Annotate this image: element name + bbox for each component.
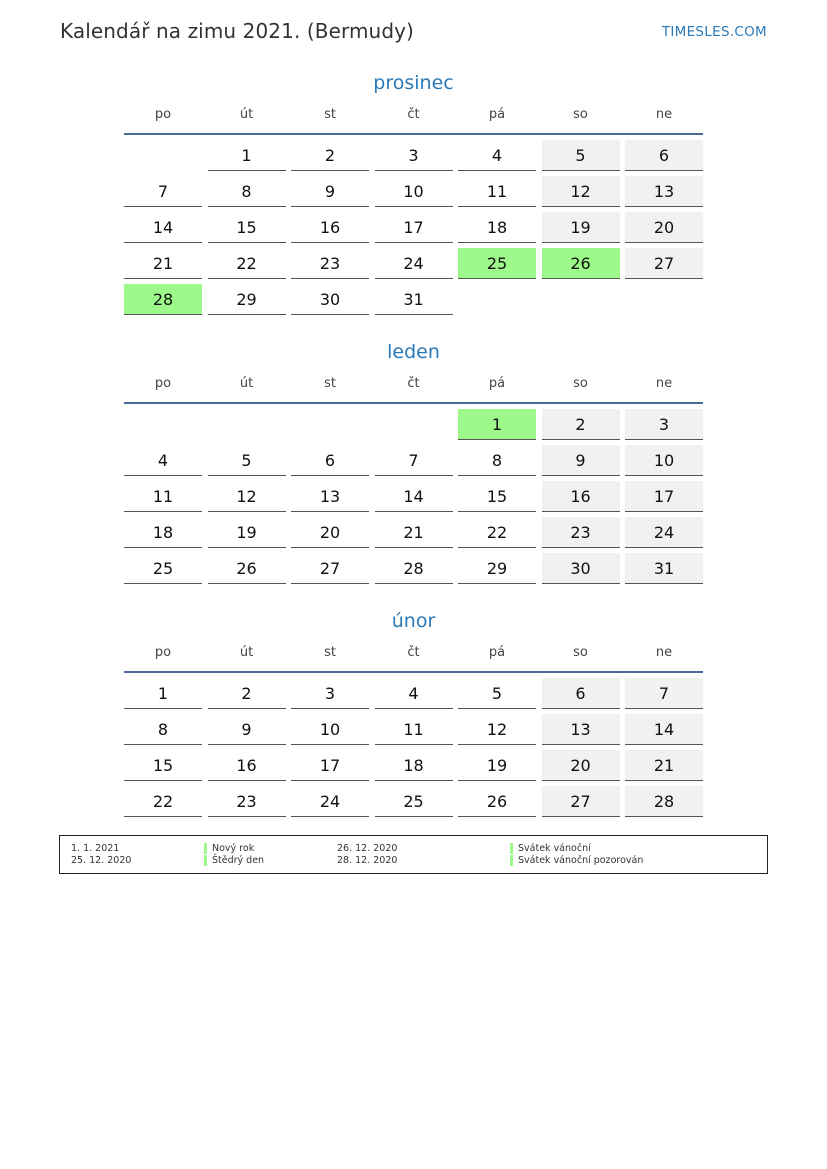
- weekend-day-cell: 20: [625, 212, 703, 243]
- holiday-legend: [59, 835, 768, 874]
- day-cell: 4: [458, 140, 536, 171]
- day-cell: 22: [208, 248, 286, 279]
- day-cell: 16: [291, 212, 369, 243]
- legend-holiday-name: Nový rok: [204, 843, 254, 854]
- weekend-day-cell: 16: [542, 481, 620, 512]
- empty-day-cell: [124, 409, 202, 439]
- day-cell: 1: [124, 678, 202, 709]
- weekday-label: ne: [655, 376, 673, 391]
- day-cell: 5: [458, 678, 536, 709]
- weekend-day-cell: 6: [625, 140, 703, 171]
- day-cell: 11: [458, 176, 536, 207]
- weekend-day-cell: 12: [542, 176, 620, 207]
- day-cell: 28: [375, 553, 453, 584]
- month-name: prosinec: [373, 72, 454, 94]
- weekday-label: pá: [488, 107, 506, 122]
- day-cell: 7: [124, 176, 202, 207]
- week-row: [124, 750, 703, 786]
- weekend-day-cell: 17: [625, 481, 703, 512]
- week-row: [124, 517, 703, 553]
- weekend-day-cell: 2: [542, 409, 620, 440]
- empty-day-cell: [291, 409, 369, 439]
- day-cell: 12: [208, 481, 286, 512]
- day-cell: 17: [375, 212, 453, 243]
- week-row: [124, 140, 703, 176]
- header-divider: [124, 402, 703, 404]
- month-january: [124, 339, 703, 589]
- day-cell: 22: [124, 786, 202, 817]
- day-cell: 22: [458, 517, 536, 548]
- weekend-day-cell: 23: [542, 517, 620, 548]
- day-cell: 24: [375, 248, 453, 279]
- day-cell: 15: [208, 212, 286, 243]
- weekday-label: út: [239, 645, 254, 660]
- weekday-label: čt: [407, 376, 420, 391]
- day-cell: 12: [458, 714, 536, 745]
- day-cell: 15: [458, 481, 536, 512]
- weekend-day-cell: 27: [542, 786, 620, 817]
- header-divider: [124, 671, 703, 673]
- day-cell: 13: [291, 481, 369, 512]
- day-cell: 8: [208, 176, 286, 207]
- weekend-day-cell: 7: [625, 678, 703, 709]
- weekend-day-cell: 30: [542, 553, 620, 584]
- week-row: [124, 553, 703, 589]
- weekday-label: ne: [655, 645, 673, 660]
- day-cell: 18: [124, 517, 202, 548]
- weekday-header: [124, 374, 703, 402]
- day-cell: 5: [208, 445, 286, 476]
- calendar-grid: [124, 140, 703, 320]
- day-cell: 20: [291, 517, 369, 548]
- calendar-grid: [124, 409, 703, 589]
- weekday-label: út: [239, 107, 254, 122]
- month-december: [124, 70, 703, 320]
- empty-day-cell: [124, 140, 202, 170]
- weekday-label: pá: [488, 645, 506, 660]
- weekday-header: [124, 643, 703, 671]
- day-cell: 27: [291, 553, 369, 584]
- day-cell: 18: [458, 212, 536, 243]
- day-cell: 25: [375, 786, 453, 817]
- day-cell: 10: [291, 714, 369, 745]
- page-title: Kalendář na zimu 2021. (Bermudy): [60, 19, 414, 43]
- brand-link[interactable]: TIMESLES.COM: [661, 24, 767, 40]
- weekend-day-cell: 13: [542, 714, 620, 745]
- weekday-label: so: [573, 107, 588, 122]
- day-cell: 21: [124, 248, 202, 279]
- day-cell: 2: [208, 678, 286, 709]
- day-cell: 25: [124, 553, 202, 584]
- day-cell: 9: [291, 176, 369, 207]
- legend-date: 1. 1. 2021: [71, 843, 120, 854]
- holiday-day-cell: 1: [458, 409, 536, 440]
- day-cell: 21: [375, 517, 453, 548]
- day-cell: 15: [124, 750, 202, 781]
- day-cell: 23: [291, 248, 369, 279]
- weekday-label: po: [154, 645, 172, 660]
- legend-date: 26. 12. 2020: [337, 843, 398, 854]
- empty-day-cell: [208, 409, 286, 439]
- day-cell: 4: [124, 445, 202, 476]
- legend-date: 25. 12. 2020: [71, 855, 132, 866]
- day-cell: 31: [375, 284, 453, 315]
- legend-holiday-name: Svátek vánoční pozorován: [510, 855, 643, 866]
- day-cell: 29: [458, 553, 536, 584]
- day-cell: 2: [291, 140, 369, 171]
- day-cell: 14: [375, 481, 453, 512]
- weekday-label: ne: [655, 107, 673, 122]
- week-row: [124, 248, 703, 284]
- weekday-label: pá: [488, 376, 506, 391]
- weekend-day-cell: 31: [625, 553, 703, 584]
- day-cell: 3: [291, 678, 369, 709]
- day-cell: 26: [458, 786, 536, 817]
- month-name: leden: [387, 341, 440, 363]
- day-cell: 26: [208, 553, 286, 584]
- week-row: [124, 212, 703, 248]
- weekend-day-cell: 10: [625, 445, 703, 476]
- week-row: [124, 284, 703, 320]
- day-cell: 23: [208, 786, 286, 817]
- holiday-day-cell: 25: [458, 248, 536, 279]
- day-cell: 6: [291, 445, 369, 476]
- month-february: [124, 608, 703, 822]
- weekday-label: út: [239, 376, 254, 391]
- empty-day-cell: [458, 284, 536, 314]
- weekend-day-cell: 13: [625, 176, 703, 207]
- day-cell: 30: [291, 284, 369, 315]
- empty-day-cell: [542, 284, 620, 314]
- weekday-label: po: [154, 107, 172, 122]
- day-cell: 8: [124, 714, 202, 745]
- empty-day-cell: [375, 409, 453, 439]
- day-cell: 10: [375, 176, 453, 207]
- day-cell: 16: [208, 750, 286, 781]
- day-cell: 18: [375, 750, 453, 781]
- legend-holiday-name: Štědrý den: [204, 855, 264, 866]
- weekend-day-cell: 24: [625, 517, 703, 548]
- weekday-label: so: [573, 645, 588, 660]
- weekday-label: st: [324, 107, 336, 122]
- weekday-header: [124, 105, 703, 133]
- month-name: únor: [391, 610, 436, 632]
- weekend-day-cell: 28: [625, 786, 703, 817]
- weekend-day-cell: 27: [625, 248, 703, 279]
- week-row: [124, 786, 703, 822]
- weekday-label: čt: [407, 107, 420, 122]
- day-cell: 11: [124, 481, 202, 512]
- week-row: [124, 445, 703, 481]
- day-cell: 19: [208, 517, 286, 548]
- legend-date: 28. 12. 2020: [337, 855, 398, 866]
- weekday-label: st: [324, 645, 336, 660]
- weekend-day-cell: 3: [625, 409, 703, 440]
- day-cell: 1: [208, 140, 286, 171]
- day-cell: 11: [375, 714, 453, 745]
- weekend-day-cell: 20: [542, 750, 620, 781]
- day-cell: 29: [208, 284, 286, 315]
- legend-holiday-name: Svátek vánoční: [510, 843, 591, 854]
- day-cell: 7: [375, 445, 453, 476]
- day-cell: 4: [375, 678, 453, 709]
- weekday-label: so: [573, 376, 588, 391]
- holiday-day-cell: 26: [542, 248, 620, 279]
- empty-day-cell: [625, 284, 703, 314]
- day-cell: 24: [291, 786, 369, 817]
- weekend-day-cell: 14: [625, 714, 703, 745]
- weekend-day-cell: 19: [542, 212, 620, 243]
- weekend-day-cell: 6: [542, 678, 620, 709]
- day-cell: 19: [458, 750, 536, 781]
- day-cell: 9: [208, 714, 286, 745]
- day-cell: 14: [124, 212, 202, 243]
- day-cell: 8: [458, 445, 536, 476]
- weekday-label: st: [324, 376, 336, 391]
- header-divider: [124, 133, 703, 135]
- week-row: [124, 714, 703, 750]
- week-row: [124, 481, 703, 517]
- calendar-grid: [124, 678, 703, 822]
- weekday-label: čt: [407, 645, 420, 660]
- holiday-day-cell: 28: [124, 284, 202, 315]
- weekend-day-cell: 9: [542, 445, 620, 476]
- week-row: [124, 176, 703, 212]
- weekday-label: po: [154, 376, 172, 391]
- weekend-day-cell: 21: [625, 750, 703, 781]
- day-cell: 17: [291, 750, 369, 781]
- day-cell: 3: [375, 140, 453, 171]
- weekend-day-cell: 5: [542, 140, 620, 171]
- week-row: [124, 409, 703, 445]
- week-row: [124, 678, 703, 714]
